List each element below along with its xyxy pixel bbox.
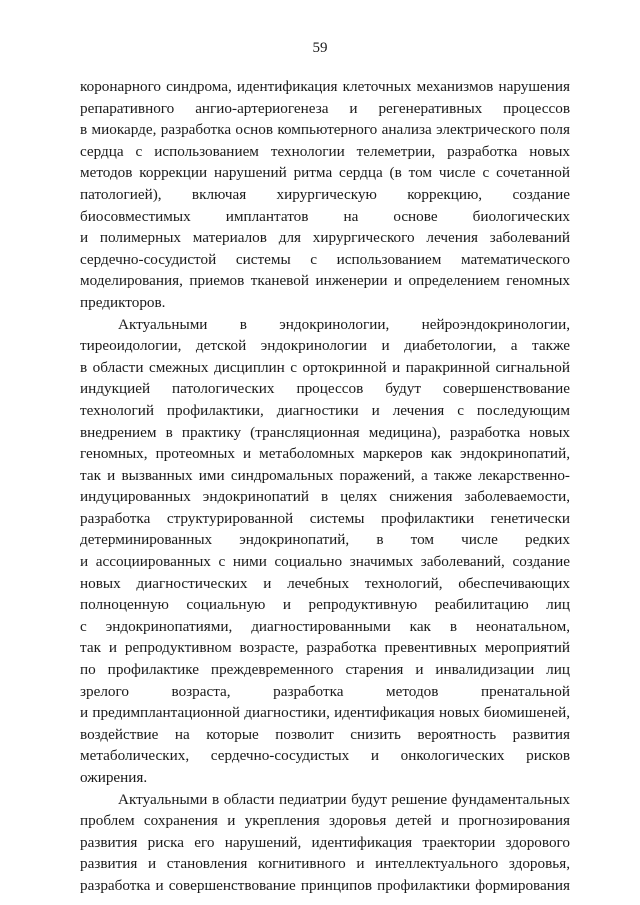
text-line: геномных, протеомных и метаболомных маркеров как эндокринопатий, — [80, 445, 570, 463]
text-line: воздействие на которые позволит снизить вероятность развития — [80, 725, 570, 743]
text-line: и предимплантационной диагностики, идентификация новых биомишеней, — [80, 704, 570, 722]
text-line: зрелого возраста, разработка методов пренатальной — [80, 682, 570, 700]
text-line: разработка и совершенствование принципов профилактики формирования — [80, 876, 570, 894]
text-line: полноценную социальную и репродуктивную реабилитацию лиц — [80, 596, 570, 614]
page-number: 59 — [312, 40, 328, 56]
text-line: индуцированных эндокринопатий в целях снижения заболеваемости, — [80, 488, 570, 506]
text-line: Актуальными в эндокринологии, нейроэндокринологии, — [118, 315, 570, 333]
text-line: новых диагностических и лечебных технологий, обеспечивающих — [80, 574, 570, 592]
text-line: и полимерных материалов для хирургического лечения заболеваний — [80, 229, 570, 247]
text-line: метаболических, сердечно-сосудистых и онкологических рисков — [80, 747, 570, 765]
text-line: биосовместимых имплантатов на основе биологических — [80, 207, 570, 225]
text-line: внедрением в практику (трансляционная медицина), разработка новых — [80, 423, 570, 441]
text-line: репаративного ангио-артериогенеза и регенеративных процессов — [80, 99, 570, 117]
text-line: моделирования, приемов тканевой инженерии и определением геномных — [80, 272, 570, 290]
text-line: развития риска его нарушений, идентификация траектории здорового — [80, 833, 570, 851]
text-line: так и вызванных ими синдромальных поражений, а также лекарственно- — [80, 466, 570, 484]
text-line: с эндокринопатиями, диагностированными как в неонатальном, — [80, 617, 570, 635]
paragraph — [80, 314, 570, 789]
text-line: в области смежных дисциплин с ортокринной и паракринной сигнальной — [80, 358, 570, 376]
text-line: развития и становления когнитивного и интеллектуального здоровья, — [80, 855, 570, 873]
body-text — [80, 76, 570, 897]
text-line: коронарного синдрома, идентификация клеточных механизмов нарушения — [80, 78, 570, 95]
text-line: так и репродуктивном возрасте, разработка превентивных мероприятий — [80, 639, 570, 657]
text-line: проблем сохранения и укрепления здоровья детей и прогнозирования — [80, 812, 570, 830]
text-line: индукцией патологических процессов будут совершенствование — [80, 380, 570, 398]
text-line: технологий профилактики, диагностики и лечения с последующим — [80, 401, 570, 419]
text-line: разработка структурированной системы профилактики генетически — [80, 509, 570, 527]
text-line: Актуальными в области педиатрии будут решение фундаментальных — [118, 790, 570, 808]
text-line: предикторов. — [80, 293, 166, 311]
text-line: в миокарде, разработка основ компьютерного анализа электрического поля — [80, 121, 570, 139]
paragraph — [80, 76, 570, 314]
text-line: тиреоидологии, детской эндокринологии и диабетологии, а также — [80, 337, 570, 355]
text-line: детерминированных эндокринопатий, в том числе редких — [80, 531, 570, 549]
text-line: методов коррекции нарушений ритма сердца (в том числе с сочетанной — [80, 164, 570, 182]
text-line: по профилактике преждевременного старения и инвалидизации лиц — [80, 661, 570, 679]
text-line: сердца с использованием технологии телеметрии, разработка новых — [80, 142, 570, 160]
text-line: сердечно-сосудистой системы с использованием математического — [80, 250, 570, 268]
paragraph — [80, 789, 570, 897]
text-line: ожирения. — [80, 769, 148, 786]
text-line: патологией), включая хирургическую коррекцию, создание — [80, 185, 570, 203]
text-line: и ассоциированных с ними социально значимых заболеваний, создание — [80, 553, 570, 571]
